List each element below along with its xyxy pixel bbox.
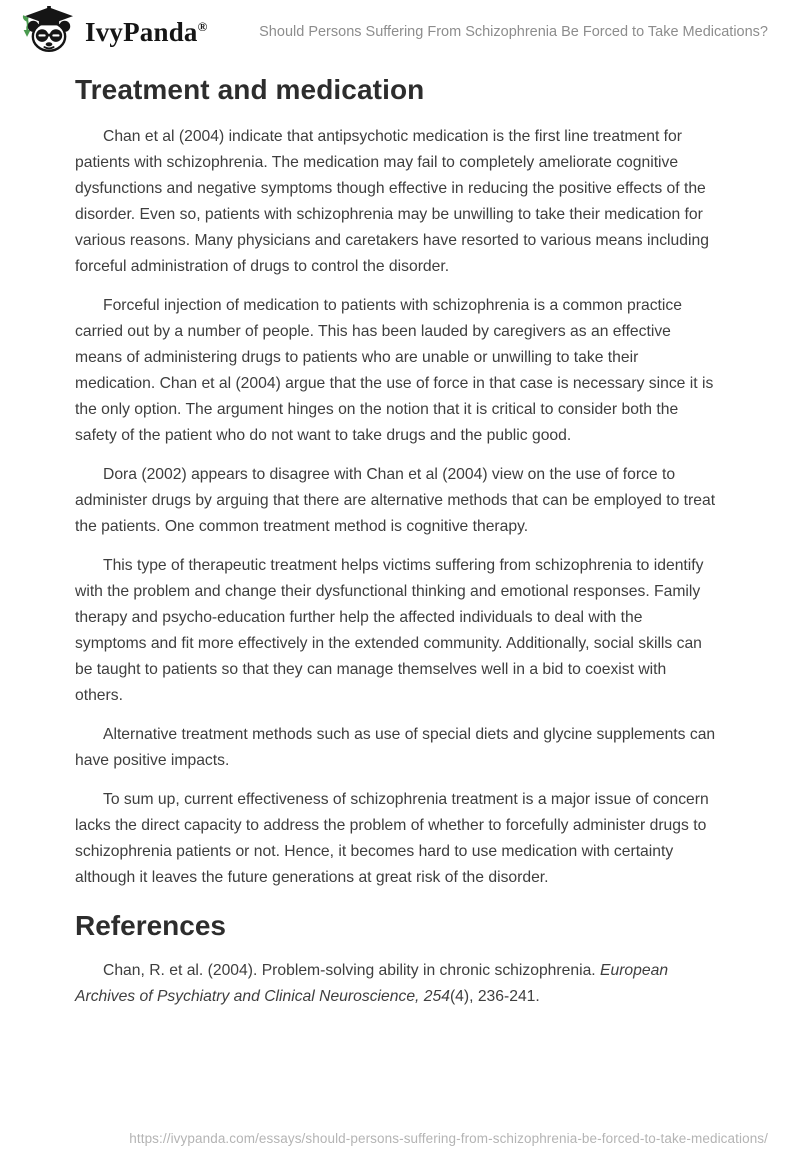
document-title: Should Persons Suffering From Schizophrenia Be Forced to Take Medications? (259, 24, 768, 41)
registered-trademark-symbol: ® (197, 18, 208, 34)
paragraph: Dora (2002) appears to disagree with Chan et al (2004) view on the use of force to administer drugs by arguing that there are alternative methods that can be employed to treat the patients. One common treatment method is cognitive therapy. (75, 465, 716, 535)
reference-issue-pages: (4), 236-241. (449, 988, 540, 1006)
references-heading: References (75, 909, 226, 941)
paragraph: This type of therapeutic treatment helps victims suffering from schizophrenia to identify with the problem and change their dysfunctional thinking and emotional responses. Family therapy and psycho-education further help the affected individuals to deal with the symptoms and fit more effectively in the extended community. Additionally, social skills can be taught to patients so that they can manage themselves well in a bid to coexist with others. (75, 556, 704, 704)
section-heading: Treatment and medication (75, 74, 425, 105)
paragraph: To sum up, current effectiveness of schizophrenia treatment is a major issue of concern lacks the direct capacity to address the problem of whether to forcefully administer drugs to schizophrenia patients or not. Hence, it becomes hard to use medication with certainty although it leaves the future generations at great risk of the disorder. (75, 790, 709, 886)
logo-wordmark: IvyPanda® (85, 16, 208, 47)
reference-entry (75, 958, 718, 1010)
paragraph: Chan et al (2004) indicate that antipsychotic medication is the first line treatment for patients with schizophrenia. The medication may fail to completely ameliorate cognitive dysfunctions and negative symptoms though effective in reducing the positive effects of the disorder. Even so, patients with schizophrenia may be unwilling to take their medication for various reasons. Many physicians and caretakers have resorted to various means including forceful administration of drugs to control the disorder. (75, 127, 709, 275)
panda-logo-icon (20, 6, 78, 59)
page-header (0, 0, 800, 56)
reference-journal-title: European Archives of Psychiatry and Clinical Neuroscience, 254 (75, 962, 669, 1006)
paragraph: Alternative treatment methods such as use of special diets and glycine supplements can have positive impacts. (75, 725, 716, 769)
paragraph: Forceful injection of medication to patients with schizophrenia is a common practice carried out by a number of people. This has been lauded by caregivers as an effective means of administering drugs to patients who are unable or unwilling to take their medication. Chan et al (2004) argue that the use of force in that case is necessary since it is the only option. The argument hinges on the notion that it is critical to consider both the safety of the patient who do not want to take drugs and the public good. (75, 296, 714, 444)
essay-content (0, 56, 800, 1010)
ivypanda-logo (20, 6, 208, 59)
page-footer (32, 1130, 768, 1148)
reference-citation-text: Chan, R. et al. (2004). Problem-solving ability in chronic schizophrenia. (103, 962, 601, 980)
essay-source-url: https://ivypanda.com/essays/should-persons-suffering-from-schizophrenia-be-forced-to-take-medications/ (129, 1131, 768, 1146)
